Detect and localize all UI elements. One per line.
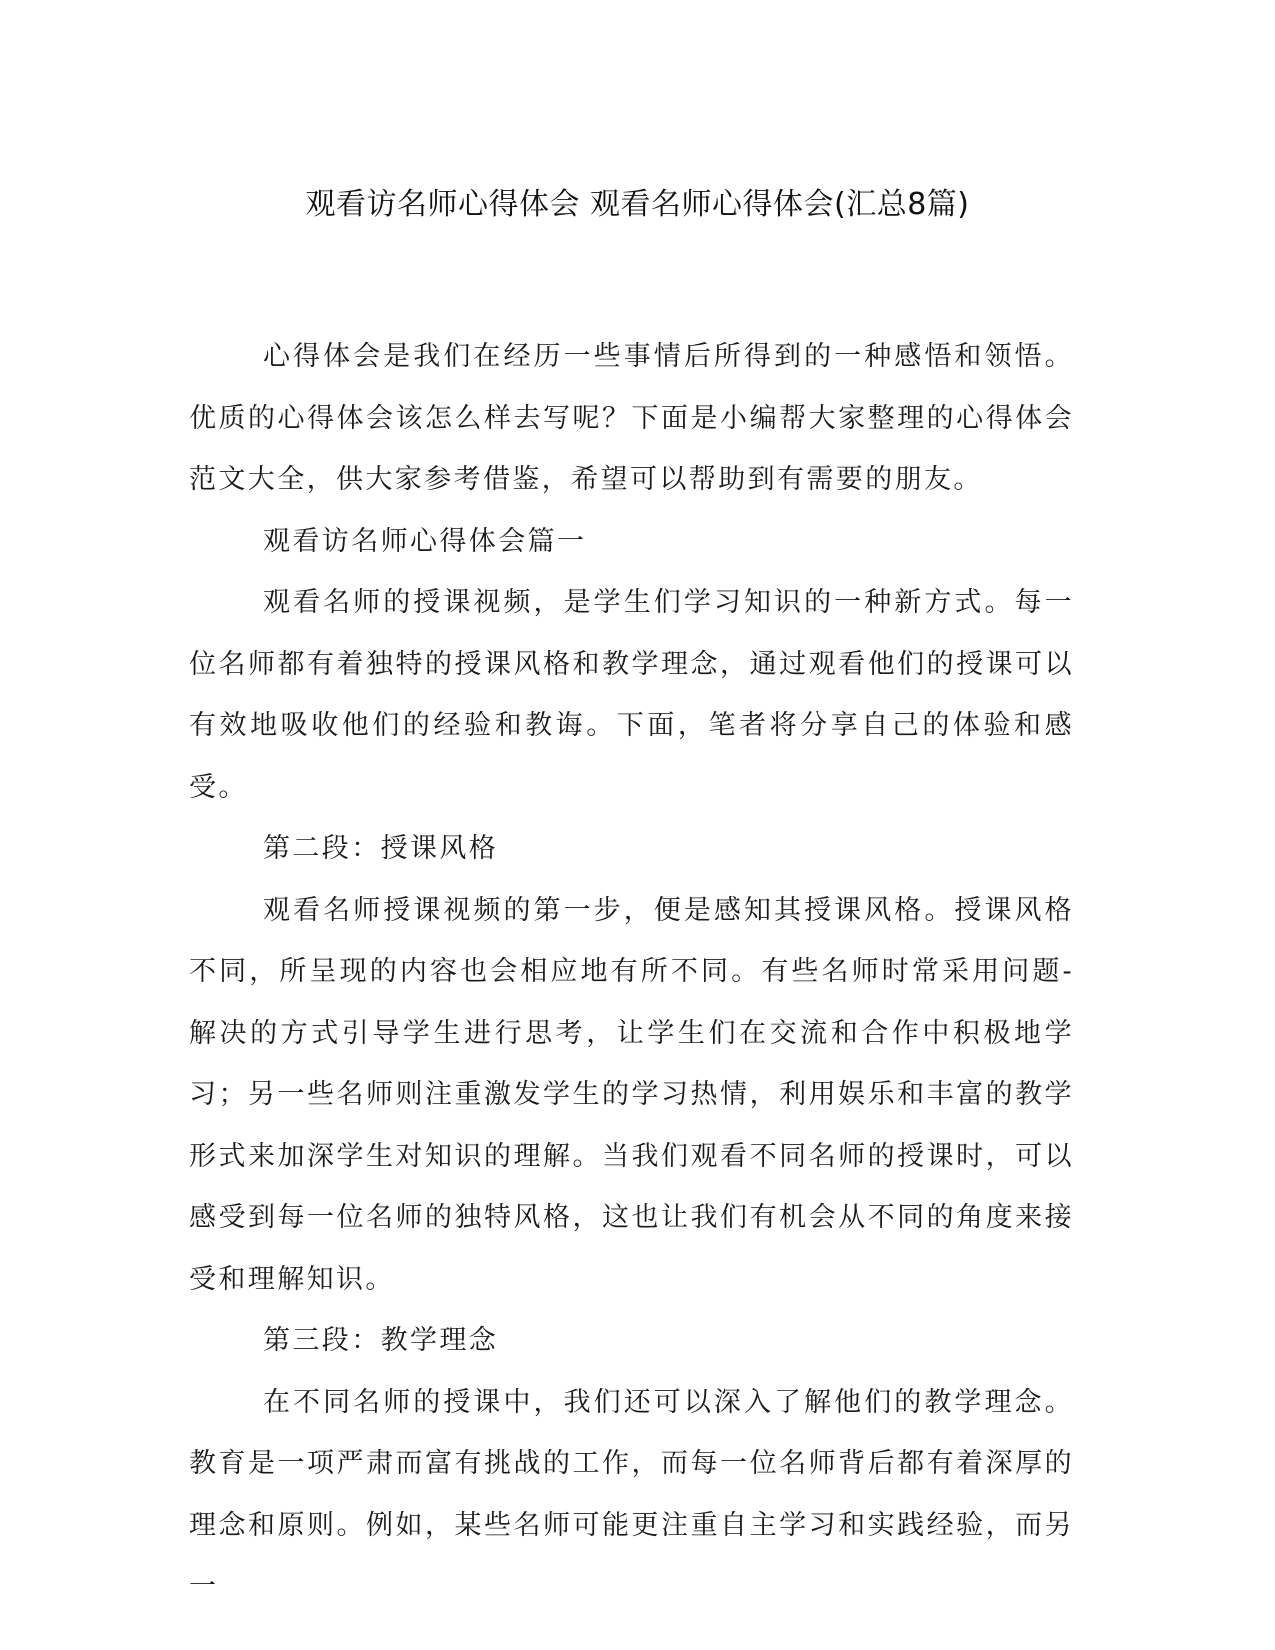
body-paragraph: 观看名师的授课视频，是学生们学习知识的一种新方式。每一位名师都有着独特的授课风格和教学理念，通过观看他们的授课可以有效地吸收他们的经验和教诲。下面，笔者将分享自己的体验和感受。 [189,587,1074,803]
section-heading-second: 第二段：授课风格 [263,833,499,864]
document-title: 观看访名师心得体会 观看名师心得体会(汇总8篇) [305,187,970,222]
body-paragraph: 观看名师授课视频的第一步，便是感知其授课风格。授课风格不同，所呈现的内容也会相应地有所不同。有些名师时常采用问题-解决的方式引导学生进行思考，让学生们在交流和合作中积极地学习；另一些名师则注重激发学生的学习热情，利用娱乐和丰富的教学形式来加深学生对知识的理解。当我们观看不同名师的授课时，可以感受到每一位名师的独特风格，这也让我们有机会从不同的角度来接受和理解知识。 [189,894,1074,1295]
document-body [189,326,1074,1618]
section-heading-third: 第三段：教学理念 [263,1325,499,1356]
section-heading-part-one: 观看访名师心得体会篇一 [263,525,587,557]
intro-paragraph: 心得体会是我们在经历一些事情后所得到的一种感悟和领悟。优质的心得体会该怎么样去写呢？下面是小编帮大家整理的心得体会范文大全，供大家参考借鉴，希望可以帮助到有需要的朋友。 [189,341,1074,495]
body-paragraph: 在不同名师的授课中，我们还可以深入了解他们的教学理念。教育是一项严肃而富有挑战的工作，而每一位名师背后都有着深厚的理念和原则。例如，某些名师可能更注重自主学习和实践经验，而另一 [189,1386,1074,1602]
